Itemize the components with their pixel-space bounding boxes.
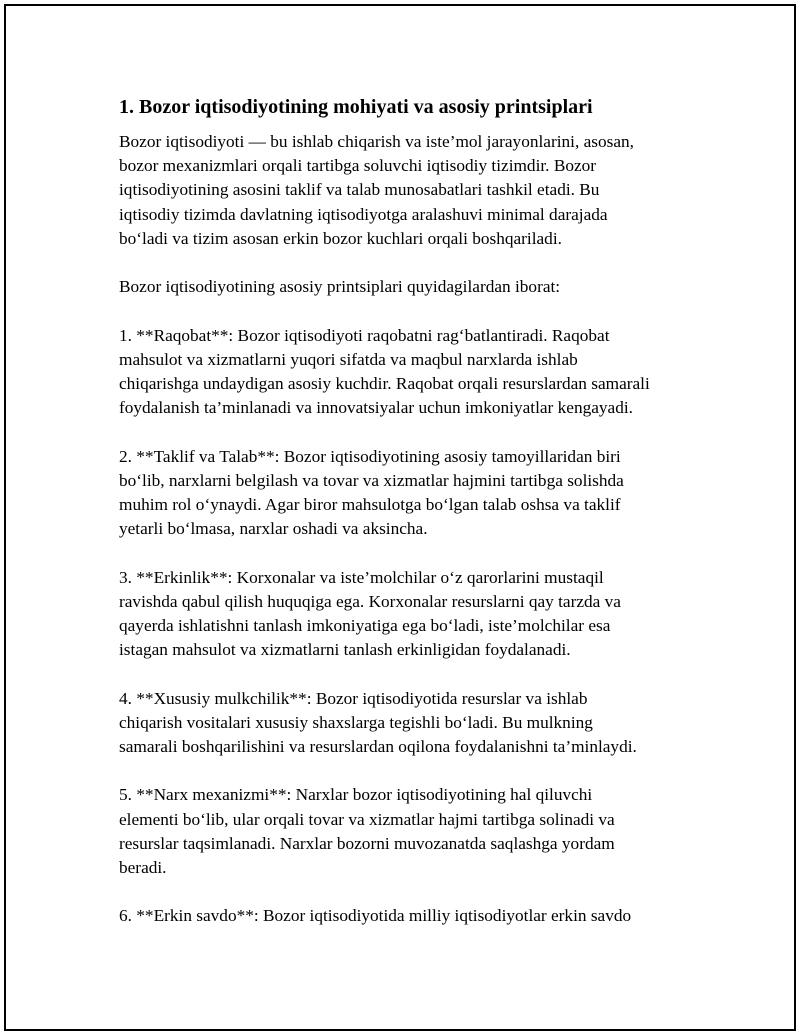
paragraph-line: 6. **Erkin savdo**: Bozor iqtisodiyotida milliy iqtisodiyotlar erkin savdo bbox=[119, 906, 632, 926]
paragraph-line: 2. **Taklif va Talab**: Bozor iqtisodiyotining asosiy tamoyillaridan biri bbox=[119, 446, 621, 466]
paragraph-line: istagan mahsulot va xizmatlarni tanlash erkinligidan foydalanadi. bbox=[119, 640, 571, 660]
paragraph-line: 3. **Erkinlik**: Korxonalar va iste’molchilar o‘z qarorlarini mustaqil bbox=[119, 567, 604, 587]
paragraph-line: bozor mexanizmlari orqali tartibga soluvchi iqtisodiy tizimdir. Bozor bbox=[119, 156, 597, 176]
paragraph-line: ravishda qabul qilish huquqiga ega. Korxonalar resurslarni qay tarzda va bbox=[119, 591, 621, 611]
paragraph-line: samarali boshqarilishini va resurslardan oqilona foydalanishni ta’minlaydi. bbox=[119, 737, 637, 756]
paragraph bbox=[119, 275, 709, 299]
paragraph-line: bo‘lib, narxlarni belgilash va tovar va xizmatlar hajmini tartibga solishda bbox=[119, 470, 624, 490]
paragraph-line: chiqarish vositalari xususiy shaxslarga tegishli bo‘ladi. Bu mulkning bbox=[119, 712, 593, 732]
paragraph-line: 5. **Narx mexanizmi**: Narxlar bozor iqtisodiyotining hal qiluvchi bbox=[119, 785, 593, 805]
paragraph bbox=[119, 783, 709, 880]
document-body bbox=[119, 94, 709, 953]
paragraph bbox=[119, 904, 709, 928]
paragraph-line: mahsulot va xizmatlarni yuqori sifatda va maqbul narxlarda ishlab bbox=[119, 349, 578, 369]
paragraph-line: 4. **Xususiy mulkchilik**: Bozor iqtisodiyotida resurslar va ishlab bbox=[119, 688, 588, 708]
paragraph-line: beradi. bbox=[119, 858, 167, 877]
paragraph-line: qayerda ishlatishni tanlash imkoniyatiga ega bo‘ladi, iste’molchilar esa bbox=[119, 616, 611, 635]
paragraph-line: foydalanish ta’minlanadi va innovatsiyalar uchun imkoniyatlar kengayadi. bbox=[119, 398, 633, 418]
paragraph-line: muhim rol o‘ynaydi. Agar biror mahsulotga bo‘lgan talab oshsa va taklif bbox=[119, 495, 621, 514]
paragraph-line: Bozor iqtisodiyoti — bu ishlab chiqarish va iste’mol jarayonlarini, asosan, bbox=[119, 132, 634, 151]
page-title: 1. Bozor iqtisodiyotining mohiyati va asosiy printsiplari bbox=[119, 96, 593, 118]
paragraph-line: bo‘ladi va tizim asosan erkin bozor kuchlari orqali boshqariladi. bbox=[119, 228, 562, 248]
paragraph-line: yetarli bo‘lmasa, narxlar oshadi va aksincha. bbox=[119, 519, 428, 539]
paragraph-line: iqtisodiyotining asosini taklif va talab munosabatlari tashkil etadi. Bu bbox=[119, 180, 600, 200]
paragraph-list bbox=[119, 130, 709, 929]
page-frame bbox=[4, 4, 796, 1031]
paragraph-line: elementi bo‘lib, ular orqali tovar va xizmatlar hajmi tartibga solinadi va bbox=[119, 809, 615, 829]
paragraph bbox=[119, 445, 709, 542]
paragraph-line: 1. **Raqobat**: Bozor iqtisodiyoti raqobatni rag‘batlantiradi. Raqobat bbox=[119, 325, 610, 345]
paragraph bbox=[119, 687, 709, 760]
paragraph-line: Bozor iqtisodiyotining asosiy printsiplari quyidagilardan iborat: bbox=[119, 277, 561, 297]
paragraph bbox=[119, 324, 709, 421]
paragraph-line: iqtisodiy tizimda davlatning iqtisodiyotga aralashuvi minimal darajada bbox=[119, 204, 608, 224]
paragraph bbox=[119, 566, 709, 663]
paragraph-line: chiqarishga undaydigan asosiy kuchdir. Raqobat orqali resurslardan samarali bbox=[119, 374, 650, 393]
paragraph bbox=[119, 130, 709, 251]
paragraph-line: resurslar taqsimlanadi. Narxlar bozorni muvozanatda saqlashga yordam bbox=[119, 833, 615, 853]
